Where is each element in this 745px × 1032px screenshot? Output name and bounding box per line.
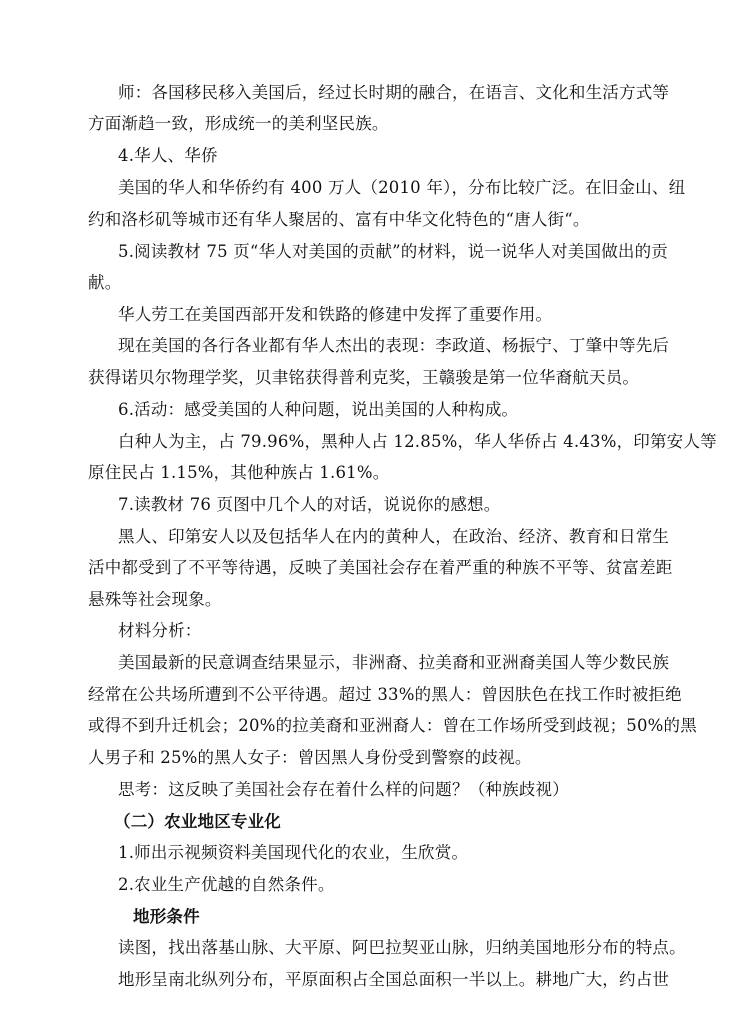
paragraph-line: 原住民占 1.15%，其他种族占 1.61%。 xyxy=(88,463,390,482)
paragraph-line: 获得诺贝尔物理学奖，贝聿铭获得普利克奖，王赣骏是第一位华裔航天员。 xyxy=(88,368,640,387)
paragraph-line: 美国的华人和华侨约有 400 万人（2010 年），分布比较广泛。在旧金山、纽 xyxy=(118,178,686,197)
question-line: 献。 xyxy=(88,273,122,292)
paragraph-line: 黑人、印第安人以及包括华人在内的黄种人，在政治、经济、教育和日常生 xyxy=(118,527,670,546)
material-label: 材料分析： xyxy=(118,621,202,640)
paragraph-line: 经常在公共场所遭到不公平待遇。超过 33%的黑人：曾因肤色在找工作时被拒绝 xyxy=(88,685,682,704)
question-line: 5.阅读教材 75 页“华人对美国的贡献”的材料，说一说华人对美国做出的贡 xyxy=(118,242,668,261)
paragraph-line: 华人劳工在美国西部开发和铁路的修建中发挥了重要作用。 xyxy=(118,305,553,324)
paragraph-line: 现在美国的各行各业都有华人杰出的表现：李政道、杨振宁、丁肇中等先后 xyxy=(118,336,670,355)
paragraph-line: 师：各国移民移入美国后，经过长时期的融合，在语言、文化和生活方式等 xyxy=(118,83,670,102)
question-line: 6.活动：感受美国的人种问题，说出美国的人种构成。 xyxy=(118,400,519,419)
paragraph-line: 悬殊等社会现象。 xyxy=(88,590,222,609)
paragraph-line: 活中都受到了不平等待遇，反映了美国社会存在着严重的种族不平等、贫富差距 xyxy=(88,558,673,577)
paragraph-line: 读图，找出落基山脉、大平原、阿巴拉契亚山脉，归纳美国地形分布的特点。 xyxy=(118,938,686,957)
paragraph-line: 人男子和 25%的黑人女子：曾因黑人身份受到警察的歧视。 xyxy=(88,748,532,767)
section-heading: 4.华人、华侨 xyxy=(118,146,218,165)
paragraph-line: 地形呈南北纵列分布，平原面积占全国总面积一半以上。耕地广大，约占世 xyxy=(118,970,670,989)
list-item: 1.师出示视频资料美国现代化的农业，生欣赏。 xyxy=(118,843,469,862)
list-item: 2.农业生产优越的自然条件。 xyxy=(118,875,335,894)
paragraph-line: 约和洛杉矶等城市还有华人聚居的、富有中华文化特色的“唐人街“。 xyxy=(88,210,590,229)
section-heading: （二）农业地区专业化 xyxy=(114,812,281,831)
paragraph-line: 或得不到升迁机会；20%的拉美裔和亚洲裔人：曾在工作场所受到歧视；50%的黑 xyxy=(88,716,697,735)
paragraph-line: 方面渐趋一致，形成统一的美利坚民族。 xyxy=(88,114,389,133)
paragraph-line: 白种人为主，占 79.96%，黑种人占 12.85%，华人华侨占 4.43%，印第安人等 xyxy=(118,432,717,451)
subsection-heading: 地形条件 xyxy=(133,907,200,926)
paragraph-line: 美国最新的民意调查结果显示，非洲裔、拉美裔和亚洲裔美国人等少数民族 xyxy=(118,653,670,672)
question-line: 思考：这反映了美国社会存在着什么样的问题？（种族歧视） xyxy=(118,780,569,799)
question-line: 7.读教材 76 页图中几个人的对话，说说你的感想。 xyxy=(118,495,501,514)
